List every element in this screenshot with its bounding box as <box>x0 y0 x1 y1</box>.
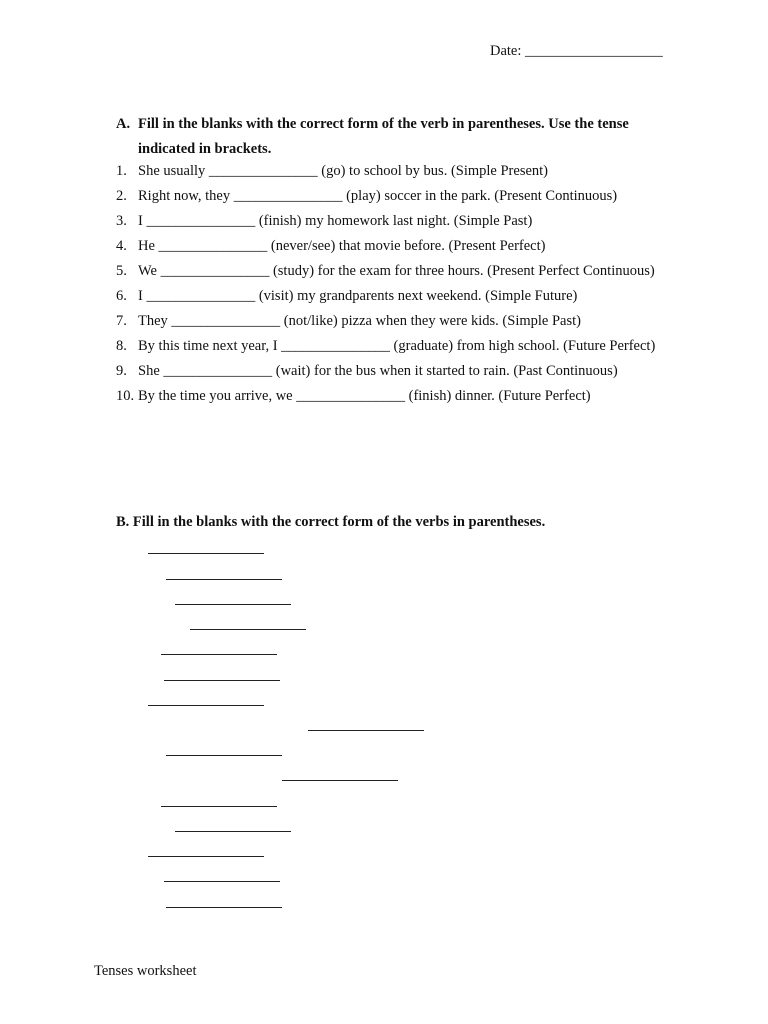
question-number: 4. <box>116 238 127 254</box>
answer-blank[interactable] <box>164 680 280 681</box>
question-number: 3. <box>116 213 127 229</box>
section-b-heading: B. Fill in the blanks with the correct form of the verbs in parentheses. <box>116 514 546 530</box>
question-number: 7. <box>116 313 127 329</box>
question-number: 8. <box>116 338 127 354</box>
answer-blank[interactable] <box>161 654 277 655</box>
answer-blank[interactable] <box>166 755 282 756</box>
question-number: 5. <box>116 263 127 279</box>
question-number: 6. <box>116 288 127 304</box>
section-a-instruction: Fill in the blanks with the correct form of the verb in parentheses. Use the tense indicated in brackets. <box>138 116 629 157</box>
question-text: They _______________ (not/like) pizza when they were kids. (Simple Past) <box>138 313 581 329</box>
question-text: Right now, they _______________ (play) soccer in the park. (Present Continuous) <box>138 188 618 204</box>
question-text: She usually _______________ (go) to school by bus. (Simple Present) <box>138 163 549 179</box>
question-item <box>116 309 676 334</box>
question-item <box>116 334 676 359</box>
question-text: By this time next year, I _______________ (graduate) from high school. (Future Perfect) <box>138 338 656 354</box>
answer-blank[interactable] <box>190 629 306 630</box>
question-text: I _______________ (finish) my homework last night. (Simple Past) <box>138 213 533 229</box>
answer-blank[interactable] <box>148 705 264 706</box>
question-item <box>116 384 676 409</box>
section-a-letter: A. <box>116 116 131 132</box>
answer-blank[interactable] <box>166 907 282 908</box>
question-text: We _______________ (study) for the exam for three hours. (Present Perfect Continuous) <box>138 263 655 279</box>
question-number: 1. <box>116 163 127 179</box>
answer-blank[interactable] <box>175 831 291 832</box>
question-text: He _______________ (never/see) that movie before. (Present Perfect) <box>138 238 546 254</box>
section-a-heading <box>116 112 676 162</box>
answer-blank[interactable] <box>175 604 291 605</box>
question-item <box>116 159 676 184</box>
question-item <box>116 359 676 384</box>
question-text: She _______________ (wait) for the bus when it started to rain. (Past Continuous) <box>138 363 618 379</box>
question-text: By the time you arrive, we _______________ (finish) dinner. (Future Perfect) <box>138 388 591 404</box>
question-item <box>116 284 676 309</box>
date-line: Date: ___________________ <box>490 43 663 59</box>
question-text: I _______________ (visit) my grandparents next weekend. (Simple Future) <box>138 288 578 304</box>
question-item <box>116 209 676 234</box>
answer-blank[interactable] <box>148 856 264 857</box>
question-number: 2. <box>116 188 127 204</box>
answer-blank[interactable] <box>161 806 277 807</box>
answer-blank[interactable] <box>282 780 398 781</box>
section-a-question-list <box>116 159 676 409</box>
question-item <box>116 234 676 259</box>
question-number: 10. <box>116 388 135 404</box>
question-item <box>116 259 676 284</box>
footer-text: Tenses worksheet <box>94 963 197 979</box>
question-number: 9. <box>116 363 127 379</box>
answer-blank[interactable] <box>148 553 264 554</box>
question-item <box>116 184 676 209</box>
answer-blank[interactable] <box>166 579 282 580</box>
answer-blank[interactable] <box>164 881 280 882</box>
answer-blank[interactable] <box>308 730 424 731</box>
